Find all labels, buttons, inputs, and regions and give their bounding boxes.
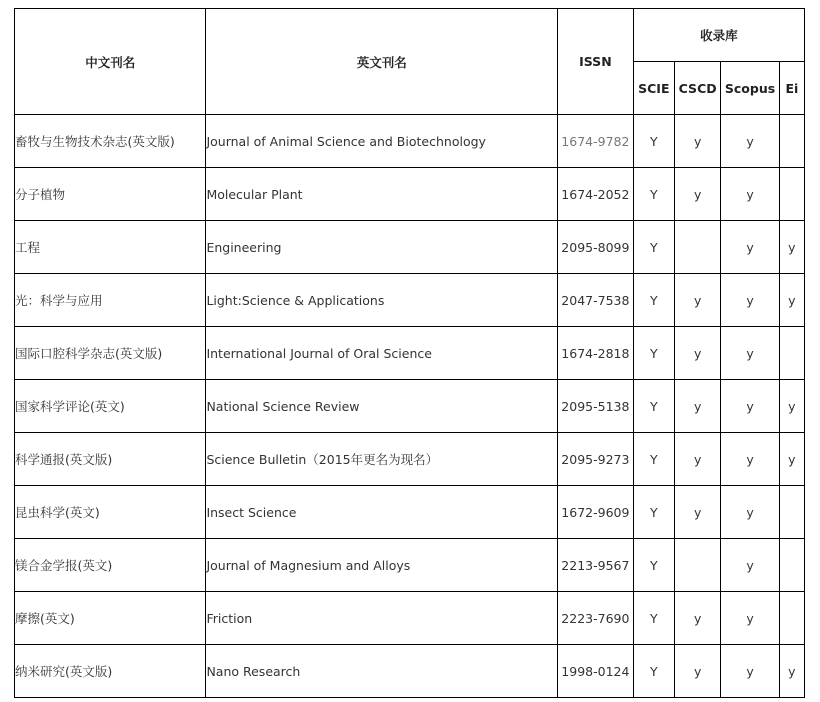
cell-en-name: Friction xyxy=(206,592,558,645)
cell-scopus: y xyxy=(721,380,779,433)
cell-scopus: y xyxy=(721,274,779,327)
cell-scopus: y xyxy=(721,592,779,645)
header-en-name: 英文刊名 xyxy=(206,9,558,115)
cell-cn-name: 畜牧与生物技术杂志(英文版) xyxy=(15,115,206,168)
cell-issn: 2213-9567 xyxy=(558,539,634,592)
cell-en-name: Engineering xyxy=(206,221,558,274)
cell-cscd: y xyxy=(674,592,720,645)
cell-issn: 2223-7690 xyxy=(558,592,634,645)
header-issn: ISSN xyxy=(558,9,634,115)
cell-ei xyxy=(779,539,804,592)
cell-issn: 2095-5138 xyxy=(558,380,634,433)
cell-issn: 2047-7538 xyxy=(558,274,634,327)
header-scopus: Scopus xyxy=(721,62,779,115)
cell-cscd: y xyxy=(674,380,720,433)
table-row xyxy=(15,645,805,698)
cell-cscd: y xyxy=(674,274,720,327)
header-cscd: CSCD xyxy=(674,62,720,115)
header-indexed: 收录库 xyxy=(633,9,804,62)
cell-scopus: y xyxy=(721,486,779,539)
cell-ei xyxy=(779,168,804,221)
cell-cscd xyxy=(674,221,720,274)
cell-issn: 1674-2818 xyxy=(558,327,634,380)
cell-issn: 2095-9273 xyxy=(558,433,634,486)
cell-cn-name: 科学通报(英文版) xyxy=(15,433,206,486)
cell-cn-name: 工程 xyxy=(15,221,206,274)
cell-scie: Y xyxy=(633,592,674,645)
header-ei: Ei xyxy=(779,62,804,115)
cell-en-name: Science Bulletin（2015年更名为现名） xyxy=(206,433,558,486)
cell-scie: Y xyxy=(633,539,674,592)
cell-ei xyxy=(779,486,804,539)
cell-cscd xyxy=(674,539,720,592)
table-row xyxy=(15,592,805,645)
cell-issn: 1672-9609 xyxy=(558,486,634,539)
cell-scopus: y xyxy=(721,645,779,698)
cell-cn-name: 镁合金学报(英文) xyxy=(15,539,206,592)
table-row xyxy=(15,539,805,592)
cell-en-name: Journal of Magnesium and Alloys xyxy=(206,539,558,592)
header-scie: SCIE xyxy=(633,62,674,115)
cell-ei xyxy=(779,327,804,380)
cell-scie: Y xyxy=(633,433,674,486)
cell-scopus: y xyxy=(721,221,779,274)
table-row xyxy=(15,380,805,433)
table-row xyxy=(15,274,805,327)
table-row xyxy=(15,433,805,486)
cell-scopus: y xyxy=(721,327,779,380)
cell-en-name: Journal of Animal Science and Biotechnology xyxy=(206,115,558,168)
table-row xyxy=(15,327,805,380)
journal-table xyxy=(14,8,805,698)
cell-ei: y xyxy=(779,380,804,433)
cell-scie: Y xyxy=(633,115,674,168)
table-row xyxy=(15,221,805,274)
cell-cn-name: 摩擦(英文) xyxy=(15,592,206,645)
table-row xyxy=(15,486,805,539)
cell-issn: 1674-2052 xyxy=(558,168,634,221)
cell-cscd: y xyxy=(674,168,720,221)
table-row xyxy=(15,168,805,221)
cell-issn: 1998-0124 xyxy=(558,645,634,698)
cell-scopus: y xyxy=(721,539,779,592)
cell-ei: y xyxy=(779,274,804,327)
cell-en-name: Light:Science & Applications xyxy=(206,274,558,327)
cell-en-name: Nano Research xyxy=(206,645,558,698)
header-cn-name: 中文刊名 xyxy=(15,9,206,115)
cell-ei: y xyxy=(779,433,804,486)
cell-ei: y xyxy=(779,221,804,274)
cell-cn-name: 光：科学与应用 xyxy=(15,274,206,327)
cell-cn-name: 昆虫科学(英文) xyxy=(15,486,206,539)
cell-scopus: y xyxy=(721,115,779,168)
cell-scopus: y xyxy=(721,433,779,486)
cell-ei xyxy=(779,592,804,645)
cell-cscd: y xyxy=(674,115,720,168)
cell-issn: 1674-9782 xyxy=(558,115,634,168)
cell-scie: Y xyxy=(633,380,674,433)
cell-en-name: National Science Review xyxy=(206,380,558,433)
cell-en-name: Molecular Plant xyxy=(206,168,558,221)
cell-cscd: y xyxy=(674,327,720,380)
header-row xyxy=(15,9,805,62)
cell-ei xyxy=(779,115,804,168)
cell-scie: Y xyxy=(633,221,674,274)
cell-cn-name: 国家科学评论(英文) xyxy=(15,380,206,433)
cell-cscd: y xyxy=(674,486,720,539)
table-row xyxy=(15,115,805,168)
cell-en-name: International Journal of Oral Science xyxy=(206,327,558,380)
cell-cn-name: 分子植物 xyxy=(15,168,206,221)
cell-issn: 2095-8099 xyxy=(558,221,634,274)
cell-cn-name: 国际口腔科学杂志(英文版) xyxy=(15,327,206,380)
cell-scie: Y xyxy=(633,327,674,380)
cell-scie: Y xyxy=(633,645,674,698)
cell-cscd: y xyxy=(674,433,720,486)
cell-ei: y xyxy=(779,645,804,698)
cell-scie: Y xyxy=(633,168,674,221)
cell-en-name: Insect Science xyxy=(206,486,558,539)
table-body xyxy=(15,115,805,698)
cell-scie: Y xyxy=(633,486,674,539)
cell-scopus: y xyxy=(721,168,779,221)
cell-cn-name: 纳米研究(英文版) xyxy=(15,645,206,698)
cell-cscd: y xyxy=(674,645,720,698)
cell-scie: Y xyxy=(633,274,674,327)
